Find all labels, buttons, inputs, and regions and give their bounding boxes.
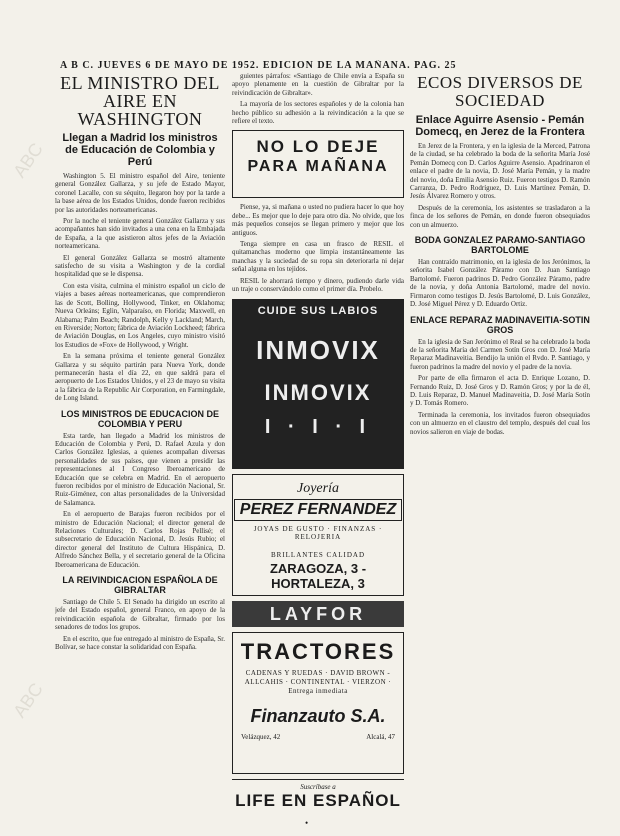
- ad-label: Joyería: [297, 480, 339, 496]
- section-heading: BODA GONZALEZ PARAMO-SANTIAGO BARTOLOME: [414, 235, 586, 256]
- headline: ECOS DIVERSOS DE SOCIEDAD: [417, 73, 583, 110]
- ad-tractores: [232, 632, 404, 774]
- paragraph: Han contraído matrimonio, en la iglesia de los Jerónimos, la señorita Isabel González Páramo con D. Juan Santiago Bartolomé. Fueron padrinos D. Pedro González Páramo, padre de la novia, y doña Antonia Bartolomé, madre del novio. Firmaron como testigos D. Jesús Bartolomé, D. Luis González, D. José Miguel Pérez y D. Eduardo Ortiz.: [410, 258, 590, 309]
- headline: EL MINISTRO DEL AIRE EN WASHINGTON: [60, 73, 220, 129]
- paragraph: Por la noche el teniente general González Gallarza y sus acompañantes han sido invitados a una cena en la Embajada de España, a la que asistieron altos jefes de la Aviación norteamericana.: [55, 217, 225, 251]
- paragraph: Tenga siempre en casa un frasco de RESIL el quitamanchas moderno que limpia instantáneamente las manchas y la suciedad de su ropa sin deteriorarla ni dejar señal alguna en los tejidos.: [232, 240, 404, 274]
- paragraph: En el escrito, que fue entregado al ministro de España, Sr. Bolívar, se hace constar la solidaridad con España.: [55, 634, 225, 652]
- ad-layfor: LAYFOR: [232, 601, 404, 627]
- paragraph: Por parte de ella firmaron el acta D. Enrique Lozano, D. Fernando Ruiz, D. José Gros y D. Ramón Gros; y por la de él, D. Luis Reparaz, D. Manuel Madinaveitia, D. José María Sotín y D. Tomás Romero.: [410, 374, 590, 408]
- ad-brand: INMOVIX: [264, 379, 372, 405]
- ad-title: PARA MAÑANA: [247, 158, 389, 176]
- paragraph: En la semana próxima el teniente general González Gallarza y su séquito partirán para Nueva York, donde permanecerán hasta el día 22, en que saldrá para el aeropuerto de Los Estados Unidos, y el 23 de mayo su visita a la fábrica de la Republic Air Corporation, en Farmingdale, de Long Island.: [55, 352, 225, 403]
- ad-address: ZARAGOZA, 3 - HORTALEZA, 3: [269, 560, 367, 591]
- ad-no-lo-deje: [232, 130, 404, 198]
- column-1: [55, 72, 225, 812]
- ad-text: BRILLANTES CALIDAD: [270, 550, 366, 559]
- ad-brand: LIFE EN ESPAÑOL: [235, 790, 401, 810]
- paragraph: Terminada la ceremonia, los invitados fueron obsequiados con un almuerzo en el claustro del templo, después del cual los novios salieron en viaje de bodas.: [410, 410, 590, 436]
- ad-text: CADENAS Y RUEDAS · DAVID BROWN - ALLCAHIS · CONTINENTAL · VIERZON · Entrega inmediata: [244, 668, 392, 695]
- ad-text: JOYAS DE GUSTO · FINANZAS · RELOJERIA: [253, 524, 383, 541]
- subheadline: Enlace Aguirre Asensio - Pemán Domecq, en Jerez de la Frontera: [415, 114, 585, 138]
- paragraph: Después de la ceremonia, los asistentes se trasladaron a la finca de los señores de Pemán, en donde fueron obsequiados con un almuerzo.: [410, 203, 590, 229]
- ad-brand: INMOVIX: [256, 334, 380, 365]
- paragraph: Washington 5. El ministro español del Aire, teniente general González Gallarza, y su jefe de Estado Mayor, coronel Lacalle, con su séquito, llegaron hoy por la tarde a la base aérea de los Estados Unidos, donde fueron recibidos por las autoridades norteamericanas.: [55, 172, 225, 214]
- section-heading: LA REIVINDICACION ESPAÑOLA DE GIBRALTAR: [62, 575, 218, 596]
- watermark: ABC: [9, 139, 47, 182]
- paragraph: Piense, ya, si mañana o usted no pudiera hacer lo que hoy debe... Es mejor que lo deje para otro día. No olvide, que los más pequeños consejos se llegan primero y mejor que los antiguos.: [232, 203, 404, 237]
- paragraph: RESIL le ahorrará tiempo y dinero, pudiendo darle vida un traje o conservándolo como el primer día. Probelo.: [232, 276, 404, 294]
- paragraph: En la iglesia de San Jerónimo el Real se ha celebrado la boda de la señorita María del Carmen Sotín Gros con D. José María Reparaz Madinaveitia. Bendijo la unión el Rvdo. P. Santiago, y fueron padrinos la madre del novio y el padre de la novia.: [410, 337, 590, 371]
- ad-tagline: I · I · I: [264, 415, 372, 438]
- ad-address: Velázquez, 42: [241, 732, 281, 741]
- paragraph: La mayoría de los sectores españoles y de la colonia han hecho público su adhesión a la reivindicación a la que se refiere el texto.: [232, 100, 404, 126]
- column-2: [232, 72, 404, 812]
- ad-slogan: CUIDE SUS LABIOS: [257, 304, 379, 317]
- ad-brand: PEREZ FERNANDEZ: [234, 499, 402, 521]
- paragraph: Esta tarde, han llegado a Madrid los ministros de Educación de Colombia y Perú, D. Rafael Azula y don Carlos González Iglesias, a quienes acompañan diversas personalidades de sus países, que vienen a presidir las representaciones al I Congreso Iberoamericano de Educación que se celebra en Madrid. En el aeropuerto fueron recibidos por el ministro de Educación Nacional, Sr. Ruiz-Giménez, con altas personalidades de la Universidad de Salamanca.: [55, 431, 225, 507]
- page-header: A B C. JUEVES 6 DE MAYO DE 1952. EDICION DE LA MAÑANA. PAG. 25: [60, 60, 457, 71]
- subheadline: Llegan a Madrid los ministros de Educación de Colombia y Perú: [62, 132, 218, 168]
- ad-label: Suscríbase a: [300, 782, 336, 791]
- page-footer-mark: •: [305, 818, 309, 828]
- paragraph: Con esta visita, culmina el ministro español un ciclo de viajes a bases aéreas norteamericanas, que comprendieron las de Scott, Bolling, Hollywood, Tinker, en Oklahoma; Nueva Orleáns; Eglin, Valparaíso, en Florida; Maxwell, en Alabama; Palm Beach; Randolph, Kelly y Lackland; March, en Riverside; Norton; fábrica de Aviación Lockheed; fábrica de Aviación Douglas, en Los Angeles, cuyo ministro visitó los Estudios de «Fox» de Hollywood, y Wright.: [55, 281, 225, 349]
- ad-title: NO LO DEJE: [256, 137, 380, 157]
- section-heading: ENLACE REPARAZ MADINAVEITIA-SOTIN GROS: [410, 314, 590, 335]
- ad-brand: Finanzauto S.A.: [250, 705, 386, 726]
- column-3: [410, 72, 590, 812]
- ad-joyeria: [232, 474, 404, 596]
- ad-address: Alcalá, 47: [366, 732, 395, 741]
- paragraph: Santiago de Chile 5. El Senado ha dirigido un escrito al jefe del Estado español, general Franco, en apoyo de la reivindicación española de Gibraltar, firmado por los senadores de todos los grupos.: [55, 598, 225, 632]
- ad-addresses: [233, 733, 403, 741]
- watermark: ABC: [9, 679, 47, 722]
- section-heading: LOS MINISTROS DE EDUCACION DE COLOMBIA Y PERU: [60, 408, 219, 429]
- paragraph: El general González Gallarza se mostró altamente satisfecho de su visita a Washington y de la cordial hospitalidad que se le dispensa.: [55, 253, 225, 279]
- ad-title: TRACTORES: [240, 638, 396, 664]
- ad-life: [232, 779, 404, 811]
- paragraph: guientes párrafos: «Santiago de Chile envía a España su apoyo plenamente en la cuestión de Gibraltar por la reivindicación de Gibraltar».: [232, 72, 404, 97]
- ad-inmovix: [232, 299, 404, 469]
- paragraph: En el aeropuerto de Barajas fueron recibidos por el ministro de Educación Nacional; el director general de Relaciones Culturales; D. Carlos Rojas Pellisé; el subsecretario de Educación Nacional, D. Jesús Rubio; el director general del Instituto de Cultura Hispánica, D. Alfredo Sánchez Bella, y el secretario general de la Oficina Iberoamericana de Educación.: [55, 510, 225, 569]
- paragraph: En Jerez de la Frontera, y en la iglesia de la Merced, Patrona de la ciudad, se ha celebrado la boda de la señorita María José Pemán Domecq con D. Carlos Aguirre Asensio. Apadrinaron el enlace el padre de la novia, D. José María Pemán, y la madre del novio, doña Emilia Asensio Ruiz. Fueron testigos D. Ramón Carranza, D. Pedro Rodríguez, D. Luis Martínez Pemán, D. Jesús Álvarez Romero y otros.: [410, 142, 590, 201]
